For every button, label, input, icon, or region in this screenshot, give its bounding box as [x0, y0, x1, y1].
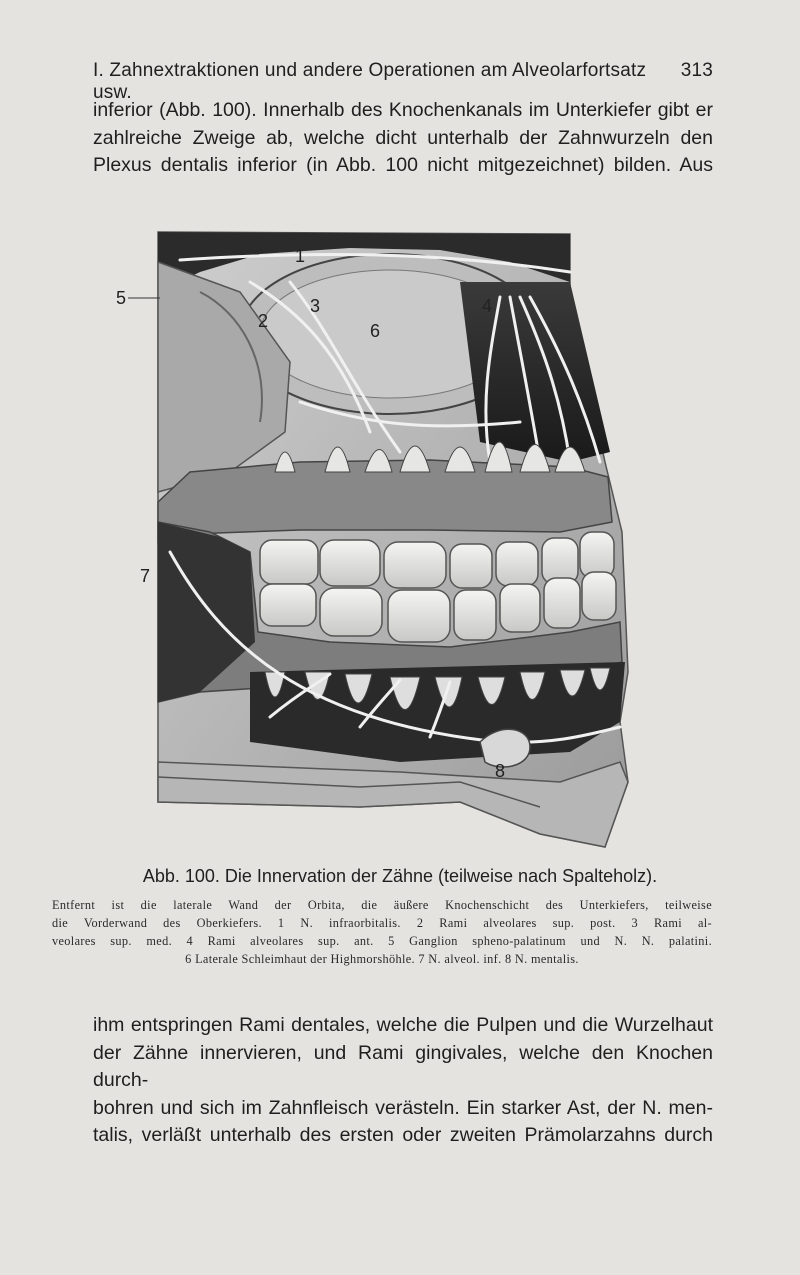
- text-line: inferior (Abb. 100). Innerhalb des Knochenkanals im Unterkiefer gibt er: [93, 99, 713, 121]
- label-5: 5: [116, 288, 127, 308]
- legend-line: die Vorderwand des Oberkiefers. 1 N. infraorbitalis. 2 Rami alveolares sup. post. 3 Rami al-: [52, 916, 712, 930]
- legend-line: veolares sup. med. 4 Rami alveolares sup. ant. 5 Ganglion spheno-palatinum und N. N. palatini.: [52, 934, 712, 948]
- paragraph-top: [93, 97, 713, 180]
- label-8: 8: [495, 761, 506, 781]
- label-3: 3: [310, 296, 321, 316]
- text-line: talis, verläßt unterhalb des ersten oder zweiten Prämolarzahns durch: [93, 1124, 713, 1146]
- label-6: 6: [370, 321, 381, 341]
- figure-illustration: [100, 222, 635, 862]
- figure-legend: [52, 896, 712, 968]
- label-4: 4: [482, 296, 493, 316]
- legend-line: Entfernt ist die laterale Wand der Orbita, die äußere Knochenschicht des Unterkiefers, teilweise: [52, 898, 712, 912]
- label-1: 1: [295, 246, 306, 266]
- text-line: bohren und sich im Zahnfleisch verästeln. Ein starker Ast, der N. men-: [93, 1096, 713, 1119]
- text-line: ihm entspringen Rami dentales, welche die Pulpen und die Wurzelhaut: [93, 1014, 713, 1036]
- legend-line: 6 Laterale Schleimhaut der Highmorshöhle. 7 N. alveol. inf. 8 N. mentalis.: [185, 952, 579, 966]
- text-line: zahlreiche Zweige ab, welche dicht unterhalb der Zahnwurzeln den: [93, 126, 713, 149]
- paragraph-bottom: [93, 1012, 713, 1150]
- chapter-title: I. Zahnextraktionen und andere Operationen am Alveolarfortsatz usw.: [93, 60, 647, 103]
- label-2: 2: [258, 311, 269, 331]
- label-7: 7: [140, 566, 151, 586]
- text-line: der Zähne innervieren, und Rami gingivales, welche den Knochen durch-: [93, 1041, 713, 1091]
- text-line: Plexus dentalis inferior (in Abb. 100 nicht mitgezeichnet) bilden. Aus: [93, 154, 713, 176]
- figure-caption-title: Abb. 100. Die Innervation der Zähne (teilweise nach Spalteholz).: [142, 866, 658, 886]
- page-number: 313: [680, 60, 713, 81]
